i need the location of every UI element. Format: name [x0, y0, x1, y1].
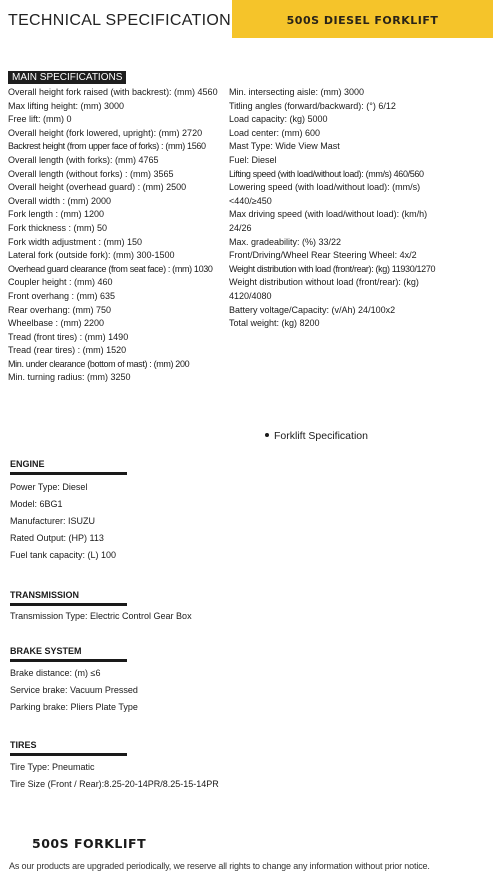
spec-line: Free lift: (mm) 0 [8, 114, 72, 125]
spec-line: Overall height fork raised (with backrest): (mm) 4560 [8, 87, 218, 97]
spec-line: Max driving speed (with load/without load): (km/h) 24/26 [229, 209, 428, 233]
spec-line: Weight distribution without load (front/rear): (kg) 4120/4080 [229, 277, 419, 301]
spec-line: Fuel: Diesel [229, 154, 277, 165]
section-item: Model: 6BG1 [10, 499, 63, 509]
brake-system-section [10, 646, 310, 712]
page-title: TECHNICAL SPECIFICATION [8, 12, 231, 29]
product-badge [232, 0, 493, 38]
bullet-icon [265, 433, 269, 437]
spec-line: Min. under clearance (bottom of mast) : (mm) 200 [8, 358, 190, 369]
section-title: BRAKE SYSTEM [10, 646, 127, 662]
spec-line: Mast Type: Wide View Mast [229, 141, 340, 152]
spec-line: Min. intersecting aisle: (mm) 3000 [229, 87, 365, 97]
section-item: Transmission Type: Electric Control Gear Box [10, 611, 192, 621]
spec-line: Front overhang : (mm) 635 [8, 290, 116, 301]
spec-line: Titling angles (forward/backward): (°) 6/12 [229, 100, 396, 111]
spec-line: Wheelbase : (mm) 2200 [8, 318, 105, 329]
spec-line: Overhead guard clearance (from seat face) : (mm) 1030 [8, 263, 213, 274]
section-item: Manufacturer: ISUZU [10, 516, 96, 526]
section-item: Rated Output: (HP) 113 [10, 533, 104, 543]
section-item: Power Type: Diesel [10, 482, 88, 492]
spec-line: Load capacity: (kg) 5000 [229, 114, 328, 125]
spec-line: Lifting speed (with load/without load): (mm/s) 460/560 [229, 168, 424, 179]
spec-line: Front/Driving/Wheel Rear Steering Wheel: 4x/2 [229, 250, 417, 261]
spec-line: Overall width : (mm) 2000 [8, 195, 112, 206]
spec-line: Battery voltage/Capacity: (v/Ah) 24/100x2 [229, 304, 396, 315]
section-item: Tire Type: Pneumatic [10, 762, 95, 772]
section-item: Tire Size (Front / Rear):8.25-20-14PR/8.25-15-14PR [10, 779, 219, 789]
spec-line: Backrest height (from upper face of forks) : (mm) 1560 [8, 141, 206, 152]
section-item: Fuel tank capacity: (L) 100 [10, 550, 117, 560]
spec-line: Lateral fork (outside fork): (mm) 300-1500 [8, 250, 175, 261]
spec-line: Overall height (overhead guard) : (mm) 2500 [8, 182, 187, 193]
main-specifications-label: MAIN SPECIFICATIONS [8, 71, 126, 84]
section-item: Service brake: Vacuum Pressed [10, 685, 138, 695]
section-title: TRANSMISSION [10, 590, 127, 606]
section-item: Brake distance: (m) ≤6 [10, 668, 101, 678]
spec-line: Weight distribution with load (front/rear): (kg) 11930/1270 [229, 263, 436, 274]
engine-section [10, 459, 310, 560]
section-title: ENGINE [10, 459, 127, 475]
spec-line: Tread (rear tires) : (mm) 1520 [8, 345, 127, 356]
spec-line: Fork length : (mm) 1200 [8, 209, 105, 220]
spec-line: Overall height (fork lowered, upright): (mm) 2720 [8, 127, 203, 138]
product-badge-text: 500S DIESEL FORKLIFT [286, 14, 439, 27]
spec-line: Tread (front tires) : (mm) 1490 [8, 331, 129, 342]
spec-line: Lowering speed (with load/without load): (mm/s) <440/≥450 [229, 182, 421, 206]
spec-line: Coupler height : (mm) 460 [8, 277, 113, 288]
section-item: Parking brake: Pliers Plate Type [10, 702, 138, 712]
transmission-section [10, 590, 310, 621]
spec-line: Load center: (mm) 600 [229, 127, 321, 138]
section-title: TIRES [10, 740, 127, 756]
spec-line: Min. turning radius: (mm) 3250 [8, 372, 131, 383]
footer-disclaimer: As our products are upgraded periodically, we reserve all rights to change any information without prior notice. [9, 861, 430, 871]
spec-line: Max lifting height: (mm) 3000 [8, 100, 125, 111]
spec-line: Total weight: (kg) 8200 [229, 318, 320, 329]
spec-line: Overall length (without forks) : (mm) 3565 [8, 168, 174, 179]
tires-section [10, 740, 310, 789]
main-specs-left-column [8, 86, 226, 385]
bullet-text: Forklift Specification [274, 430, 368, 442]
page-header [0, 0, 493, 38]
forklift-specification-bullet [265, 430, 368, 442]
spec-line: Max. gradeability: (%) 33/22 [229, 236, 342, 247]
footer-logo: 500S FORKLIFT [32, 836, 147, 851]
spec-line: Fork thickness : (mm) 50 [8, 222, 108, 233]
spec-line: Fork width adjustment : (mm) 150 [8, 236, 143, 247]
spec-line: Overall length (with forks): (mm) 4765 [8, 154, 159, 165]
main-specs-right-column [229, 86, 491, 331]
spec-line: Rear overhang: (mm) 750 [8, 304, 112, 315]
